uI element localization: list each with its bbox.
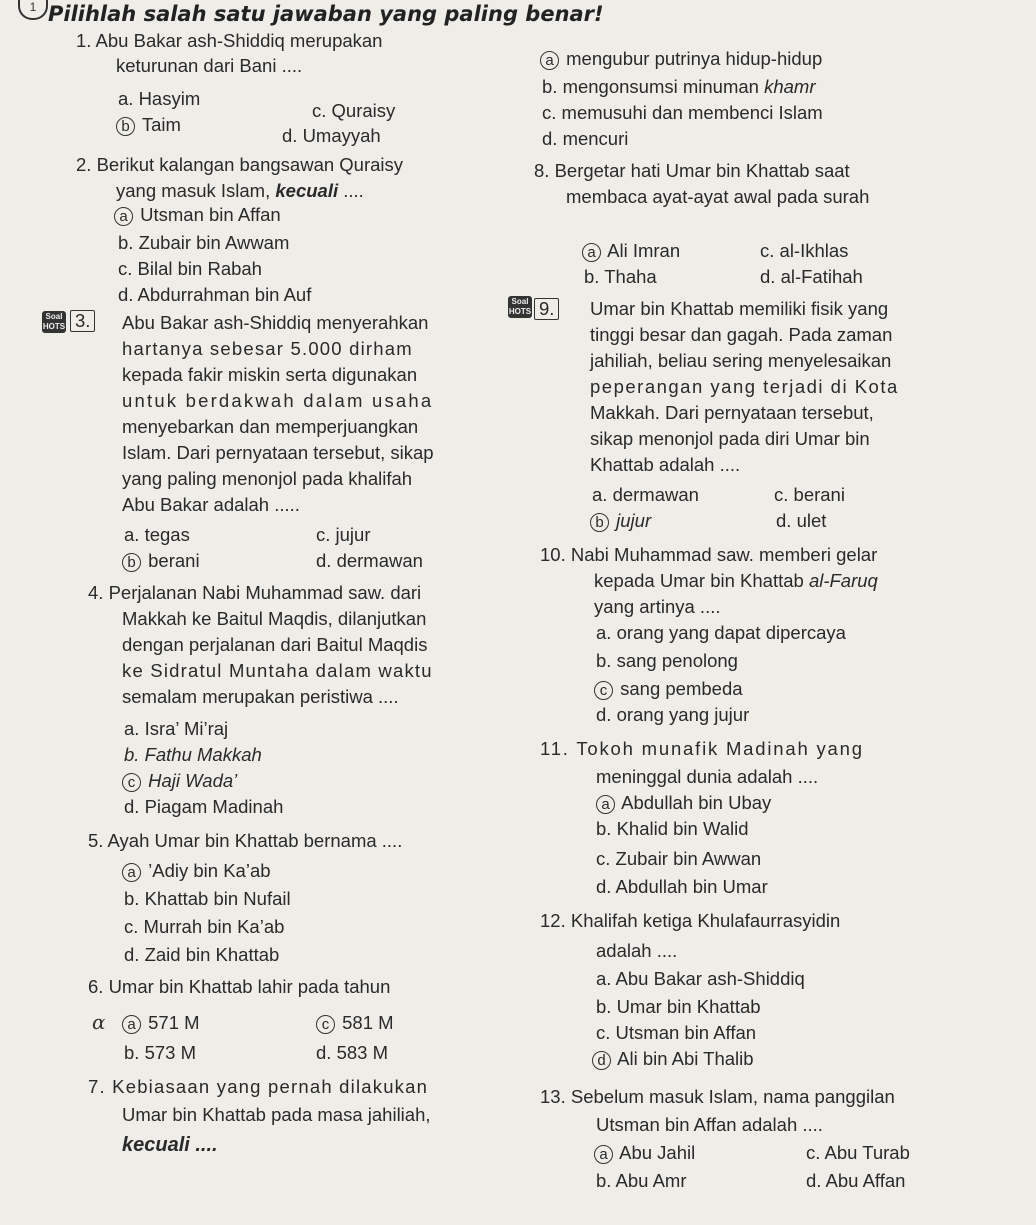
answer-circle: c: [316, 1015, 335, 1034]
q6-option-a-text: 571 M: [148, 1012, 200, 1033]
q2-option-c: c. Bilal bin Rabah: [118, 258, 262, 279]
q6-option-b: b. 573 M: [124, 1042, 196, 1063]
q13-option-a-text: Abu Jahil: [619, 1142, 696, 1163]
q1-stem-1: 1. Abu Bakar ash-Shiddiq merupakan: [76, 30, 383, 51]
q10-option-c-text: sang pembeda: [620, 678, 743, 699]
q13-option-a: [594, 1142, 695, 1164]
q12-option-a: a. Abu Bakar ash-Shiddiq: [596, 968, 805, 989]
q5-option-d: d. Zaid bin Khattab: [124, 944, 280, 965]
q5-option-b: b. Khattab bin Nufail: [124, 888, 291, 909]
q11-stem-1: 11. Tokoh munafik Madinah yang: [540, 738, 864, 759]
q13-stem-1: 13. Sebelum masuk Islam, nama panggilan: [540, 1086, 895, 1107]
q3-stem-3: kepada fakir miskin serta digunakan: [122, 364, 418, 385]
q11-option-a-text: Abdullah bin Ubay: [621, 792, 772, 813]
q4-stem-5: semalam merupakan peristiwa ....: [122, 686, 399, 707]
q6-stem-1: 6. Umar bin Khattab lahir pada tahun: [88, 976, 391, 997]
q7-option-a-text: mengubur putrinya hidup-hidup: [566, 48, 823, 69]
q12-option-d-text: Ali bin Abi Thalib: [617, 1048, 754, 1069]
q9-number: [534, 298, 559, 320]
q6-option-c-text: 581 M: [342, 1012, 394, 1033]
q6-option-d: d. 583 M: [316, 1042, 388, 1063]
q6-option-c: [316, 1012, 394, 1034]
q6-option-a: [122, 1012, 200, 1034]
q13-stem-2: Utsman bin Affan adalah ....: [596, 1114, 823, 1135]
q8-option-d: d. al-Fatihah: [760, 266, 863, 287]
answer-circle: d: [592, 1051, 611, 1070]
answer-circle: a: [596, 795, 615, 814]
q10-option-d: d. orang yang jujur: [596, 704, 750, 725]
q12-option-d: [592, 1048, 754, 1070]
q10-option-c: [594, 678, 743, 700]
q4-option-c-text: Haji Wada’: [148, 770, 238, 791]
q2-stem-2: [116, 180, 364, 202]
q7-option-d: d. mencuri: [542, 128, 629, 149]
q12-stem-1: 12. Khalifah ketiga Khulafaurrasyidin: [540, 910, 841, 931]
q10-stem-1: 10. Nabi Muhammad saw. memberi gelar: [540, 544, 878, 565]
q3-option-d: d. dermawan: [316, 550, 423, 571]
q12-option-c: c. Utsman bin Affan: [596, 1022, 757, 1043]
q1-option-a: a. Hasyim: [118, 88, 201, 109]
q7-stem-2: Umar bin Khattab pada masa jahiliah,: [122, 1104, 431, 1125]
q9-option-d: d. ulet: [776, 510, 827, 531]
q8-option-b: b. Thaha: [584, 266, 657, 287]
q3-stem-2: hartanya sebesar 5.000 dirham: [122, 338, 413, 359]
section-number: 1: [29, 0, 37, 14]
q1-option-b-text: Taim: [141, 114, 181, 135]
q3-stem-4: untuk berdakwah dalam usaha: [122, 390, 434, 411]
q8-option-a: [582, 240, 680, 262]
q9-option-c: c. berani: [774, 484, 845, 505]
q2-stem-2a: yang masuk Islam,: [116, 180, 276, 201]
q10-option-b: b. sang penolong: [596, 650, 738, 671]
answer-circle: b: [122, 553, 141, 572]
q3-option-c: c. jujur: [316, 524, 371, 545]
q2-option-d: d. Abdurrahman bin Auf: [118, 284, 312, 305]
q9-stem-4: peperangan yang terjadi di Kota: [590, 376, 899, 397]
q4-stem-4: ke Sidratul Muntaha dalam waktu: [122, 660, 433, 681]
q2-keyword: kecuali: [275, 180, 339, 201]
q9-option-a: a. dermawan: [592, 484, 699, 505]
answer-circle: b: [590, 513, 609, 532]
q9-stem-5: Makkah. Dari pernyataan tersebut,: [590, 402, 874, 423]
q2-option-a: [114, 204, 281, 226]
q12-option-b: b. Umar bin Khattab: [596, 996, 761, 1017]
q10-option-a: a. orang yang dapat dipercaya: [596, 622, 846, 643]
instruction-title: Pilihlah salah satu jawaban yang paling benar!: [48, 2, 604, 26]
answer-circle: a: [582, 243, 601, 262]
q7-stem-3: kecuali ....: [122, 1134, 218, 1156]
answer-circle: b: [116, 117, 135, 136]
q3-stem-7: yang paling menonjol pada khalifah: [122, 468, 413, 489]
q10-stem-3: yang artinya ....: [594, 596, 721, 617]
q10-title-term: al-Faruq: [808, 570, 878, 591]
q3-option-a: a. tegas: [124, 524, 190, 545]
q7-option-a: [540, 48, 822, 70]
answer-circle: a: [122, 863, 141, 882]
q10-stem-2a: kepada Umar bin Khattab: [594, 570, 809, 591]
q3-number-box: 3.: [70, 310, 95, 332]
q7-stem-1: 7. Kebiasaan yang pernah dilakukan: [88, 1076, 429, 1097]
q11-option-d: d. Abdullah bin Umar: [596, 876, 768, 897]
q5-stem-1: 5. Ayah Umar bin Khattab bernama ....: [88, 830, 403, 851]
q9-number-box: 9.: [534, 298, 559, 320]
q4-stem-3: dengan perjalanan dari Baitul Maqdis: [122, 634, 428, 655]
q9-stem-3: jahiliah, beliau sering menyelesaikan: [590, 350, 892, 371]
q9-stem-7: Khattab adalah ....: [590, 454, 741, 475]
q12-stem-2: adalah ....: [596, 940, 678, 961]
q4-option-a: a. Isra’ Mi’raj: [124, 718, 229, 739]
answer-circle: a: [122, 1015, 141, 1034]
q7-option-b: [542, 76, 816, 98]
q9-stem-1: Umar bin Khattab memiliki fisik yang: [590, 298, 889, 319]
q5-option-a: [122, 860, 271, 882]
q2-option-a-text: Utsman bin Affan: [140, 204, 281, 225]
q4-option-d: d. Piagam Madinah: [124, 796, 284, 817]
answer-circle: a: [114, 207, 133, 226]
q8-stem-2: membaca ayat-ayat awal pada surah: [566, 186, 870, 207]
q11-stem-2: meninggal dunia adalah ....: [596, 766, 819, 787]
q2-stem-1: 2. Berikut kalangan bangsawan Quraisy: [76, 154, 404, 175]
q2-stem-2c: ....: [338, 180, 364, 201]
q8-stem-1: 8. Bergetar hati Umar bin Khattab saat: [534, 160, 850, 181]
q1-option-b: [116, 114, 181, 136]
q9-option-b-text: jujur: [616, 510, 652, 531]
q5-option-a-text: ’Adiy bin Ka’ab: [148, 860, 271, 881]
q8-option-c: c. al-Ikhlas: [760, 240, 849, 261]
q5-option-c: c. Murrah bin Ka’ab: [124, 916, 285, 937]
answer-circle: c: [122, 773, 141, 792]
q1-stem-2: keturunan dari Bani ....: [116, 55, 303, 76]
q1-option-c: c. Quraisy: [312, 100, 396, 121]
q13-option-b: b. Abu Amr: [596, 1170, 687, 1191]
q10-stem-2: [594, 570, 878, 592]
answer-circle: c: [594, 681, 613, 700]
q8-option-a-text: Ali Imran: [607, 240, 681, 261]
q13-option-c: c. Abu Turab: [806, 1142, 910, 1163]
q9-option-b: [590, 510, 651, 532]
q9-stem-6: sikap menonjol pada diri Umar bin: [590, 428, 870, 449]
q2-option-b: b. Zubair bin Awwam: [118, 232, 290, 253]
q7-option-b-term: khamr: [764, 76, 816, 97]
hots-badge: Soal HOTS: [42, 312, 66, 331]
q9-stem-2: tinggi besar dan gagah. Pada zaman: [590, 324, 893, 345]
q11-option-c: c. Zubair bin Awwan: [596, 848, 762, 869]
q3-stem-6: Islam. Dari pernyataan tersebut, sikap: [122, 442, 434, 463]
q3-stem-1: Abu Bakar ash-Shiddiq menyerahkan: [122, 312, 429, 333]
q3-stem-8: Abu Bakar adalah .....: [122, 494, 300, 515]
q11-option-a: [596, 792, 771, 814]
q1-option-d: d. Umayyah: [282, 125, 381, 146]
q7-option-c: c. memusuhi dan membenci Islam: [542, 102, 823, 123]
q4-option-b: b. Fathu Makkah: [124, 744, 262, 765]
answer-circle: a: [540, 51, 559, 70]
q4-stem-2: Makkah ke Baitul Maqdis, dilanjutkan: [122, 608, 427, 629]
q13-option-d: d. Abu Affan: [806, 1170, 906, 1191]
q4-option-c: [122, 770, 237, 792]
section-number-mark: [18, 0, 48, 20]
hots-badge: Soal HOTS: [508, 297, 532, 316]
q11-option-b: b. Khalid bin Walid: [596, 818, 749, 839]
q7-option-b-text: b. mengonsumsi minuman: [542, 76, 765, 97]
q3-option-b-text: berani: [148, 550, 200, 571]
q3-stem-5: menyebarkan dan memperjuangkan: [122, 416, 419, 437]
q3-number: [70, 310, 95, 332]
answer-circle: a: [594, 1145, 613, 1164]
q3-option-b: [122, 550, 200, 572]
q4-stem-1: 4. Perjalanan Nabi Muhammad saw. dari: [88, 582, 422, 603]
pencil-mark-icon: α: [92, 1010, 106, 1034]
